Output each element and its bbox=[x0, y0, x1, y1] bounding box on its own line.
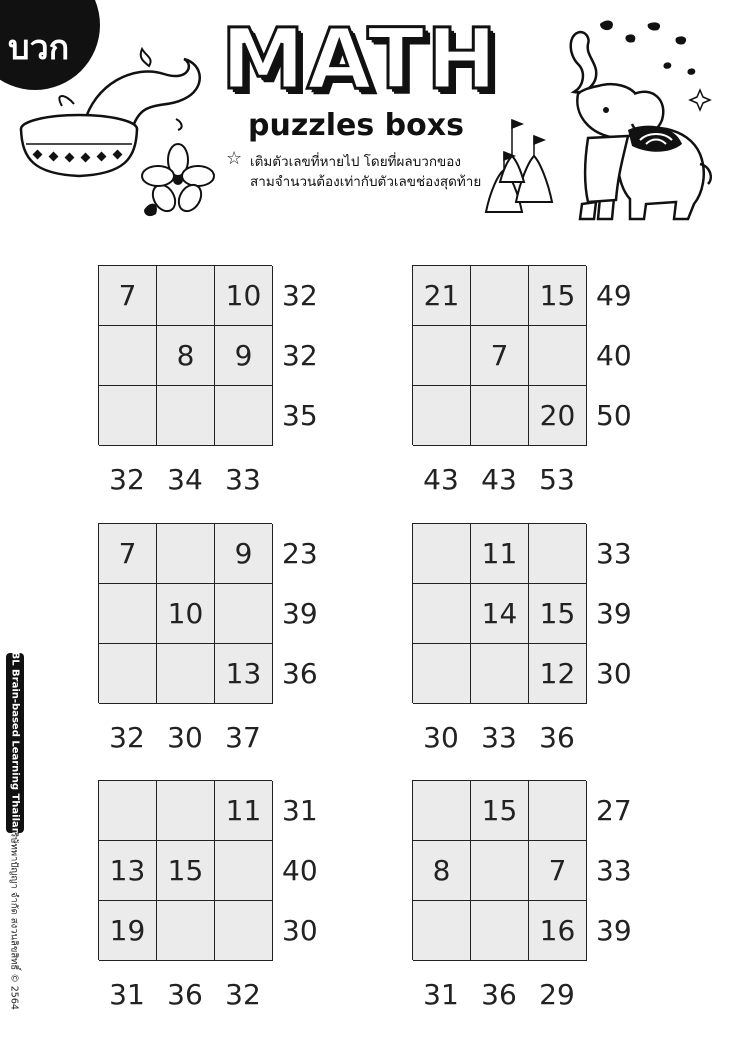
blank-answer-cell[interactable] bbox=[99, 644, 157, 704]
blank-answer-cell[interactable] bbox=[157, 781, 215, 841]
brand-text: BBL Brain-based Learning Thailand bbox=[9, 643, 21, 843]
blank-answer-cell[interactable] bbox=[529, 524, 587, 584]
blank-answer-cell[interactable] bbox=[413, 584, 471, 644]
blank-answer-cell[interactable] bbox=[99, 781, 157, 841]
instructions bbox=[250, 152, 481, 192]
column-sum: 36 bbox=[539, 720, 575, 754]
given-number-cell: 21 bbox=[413, 266, 471, 326]
given-number-cell: 20 bbox=[529, 386, 587, 446]
row-sum: 33 bbox=[596, 853, 632, 887]
blank-answer-cell[interactable] bbox=[215, 584, 273, 644]
math-puzzle-2 bbox=[412, 265, 702, 510]
given-number-cell: 9 bbox=[215, 326, 273, 386]
row-sum: 32 bbox=[282, 338, 318, 372]
puzzle-grid bbox=[412, 523, 586, 703]
page-subtitle: puzzles boxs bbox=[248, 108, 464, 143]
blank-answer-cell[interactable] bbox=[157, 266, 215, 326]
blank-answer-cell[interactable] bbox=[471, 266, 529, 326]
row-sum: 23 bbox=[282, 536, 318, 570]
math-puzzle-3 bbox=[98, 523, 388, 768]
given-number-cell: 10 bbox=[215, 266, 273, 326]
given-number-cell: 13 bbox=[215, 644, 273, 704]
row-sum: 33 bbox=[596, 536, 632, 570]
given-number-cell: 9 bbox=[215, 524, 273, 584]
column-sum: 36 bbox=[167, 977, 203, 1011]
blank-answer-cell[interactable] bbox=[529, 326, 587, 386]
puzzle-grid bbox=[412, 265, 586, 445]
math-puzzle-5 bbox=[98, 780, 388, 1025]
puzzle-grid bbox=[98, 523, 272, 703]
given-number-cell: 8 bbox=[157, 326, 215, 386]
column-sum: 31 bbox=[423, 977, 459, 1011]
instruction-line: เติมตัวเลขที่หายไป โดยที่ผลบวกของ bbox=[250, 154, 461, 170]
column-sum: 32 bbox=[225, 977, 261, 1011]
row-sum: 39 bbox=[596, 913, 632, 947]
elephant-illustration bbox=[528, 14, 723, 229]
frangipani-flower-icon bbox=[138, 140, 218, 220]
given-number-cell: 14 bbox=[471, 584, 529, 644]
puzzle-grid bbox=[412, 780, 586, 960]
star-icon: ☆ bbox=[226, 148, 243, 169]
row-sum: 39 bbox=[282, 596, 318, 630]
math-puzzle-6 bbox=[412, 780, 702, 1025]
given-number-cell: 15 bbox=[529, 266, 587, 326]
column-sum: 30 bbox=[423, 720, 459, 754]
given-number-cell: 12 bbox=[529, 644, 587, 704]
column-sum: 43 bbox=[423, 462, 459, 496]
column-sum: 36 bbox=[481, 977, 517, 1011]
row-sum: 31 bbox=[282, 793, 318, 827]
given-number-cell: 15 bbox=[471, 781, 529, 841]
blank-answer-cell[interactable] bbox=[413, 524, 471, 584]
page-title: MATH bbox=[221, 10, 499, 108]
column-sum: 34 bbox=[167, 462, 203, 496]
blank-answer-cell[interactable] bbox=[215, 901, 273, 961]
row-sum: 49 bbox=[596, 278, 632, 312]
blank-answer-cell[interactable] bbox=[157, 386, 215, 446]
given-number-cell: 7 bbox=[99, 524, 157, 584]
math-puzzle-4 bbox=[412, 523, 702, 768]
column-sum: 29 bbox=[539, 977, 575, 1011]
column-sum: 33 bbox=[481, 720, 517, 754]
blank-answer-cell[interactable] bbox=[529, 781, 587, 841]
given-number-cell: 15 bbox=[529, 584, 587, 644]
given-number-cell: 7 bbox=[471, 326, 529, 386]
column-sum: 32 bbox=[109, 462, 145, 496]
instruction-line: สามจำนวนต้องเท่ากับตัวเลขช่องสุดท้าย bbox=[250, 174, 482, 190]
given-number-cell: 13 bbox=[99, 841, 157, 901]
row-sum: 30 bbox=[282, 913, 318, 947]
given-number-cell: 7 bbox=[529, 841, 587, 901]
blank-answer-cell[interactable] bbox=[413, 644, 471, 704]
row-sum: 40 bbox=[596, 338, 632, 372]
given-number-cell: 11 bbox=[215, 781, 273, 841]
column-sum: 37 bbox=[225, 720, 261, 754]
copyright-text: บริษัทพาปัญญา จำกัด สงวนลิขสิทธิ์ © 2564 bbox=[8, 826, 20, 1010]
blank-answer-cell[interactable] bbox=[157, 901, 215, 961]
row-sum: 30 bbox=[596, 656, 632, 690]
blank-answer-cell[interactable] bbox=[413, 386, 471, 446]
puzzle-grid bbox=[98, 265, 272, 445]
math-puzzle-1 bbox=[98, 265, 388, 510]
row-sum: 27 bbox=[596, 793, 632, 827]
blank-answer-cell[interactable] bbox=[99, 386, 157, 446]
column-sum: 33 bbox=[225, 462, 261, 496]
column-sum: 30 bbox=[167, 720, 203, 754]
blank-answer-cell[interactable] bbox=[413, 901, 471, 961]
blank-answer-cell[interactable] bbox=[471, 386, 529, 446]
given-number-cell: 15 bbox=[157, 841, 215, 901]
blank-answer-cell[interactable] bbox=[215, 841, 273, 901]
puzzle-grid bbox=[98, 780, 272, 960]
column-sum: 43 bbox=[481, 462, 517, 496]
blank-answer-cell[interactable] bbox=[471, 644, 529, 704]
row-sum: 39 bbox=[596, 596, 632, 630]
given-number-cell: 19 bbox=[99, 901, 157, 961]
blank-answer-cell[interactable] bbox=[471, 901, 529, 961]
blank-answer-cell[interactable] bbox=[471, 841, 529, 901]
blank-answer-cell[interactable] bbox=[157, 644, 215, 704]
column-sum: 32 bbox=[109, 720, 145, 754]
blank-answer-cell[interactable] bbox=[413, 781, 471, 841]
row-sum: 40 bbox=[282, 853, 318, 887]
blank-answer-cell[interactable] bbox=[413, 326, 471, 386]
given-number-cell: 7 bbox=[99, 266, 157, 326]
blank-answer-cell[interactable] bbox=[215, 386, 273, 446]
blank-answer-cell[interactable] bbox=[99, 326, 157, 386]
blank-answer-cell[interactable] bbox=[99, 584, 157, 644]
row-sum: 35 bbox=[282, 398, 318, 432]
given-number-cell: 11 bbox=[471, 524, 529, 584]
row-sum: 36 bbox=[282, 656, 318, 690]
blank-answer-cell[interactable] bbox=[157, 524, 215, 584]
column-sum: 53 bbox=[539, 462, 575, 496]
row-sum: 50 bbox=[596, 398, 632, 432]
column-sum: 31 bbox=[109, 977, 145, 1011]
row-sum: 32 bbox=[282, 278, 318, 312]
given-number-cell: 10 bbox=[157, 584, 215, 644]
corner-label: บวก bbox=[8, 28, 70, 68]
given-number-cell: 8 bbox=[413, 841, 471, 901]
given-number-cell: 16 bbox=[529, 901, 587, 961]
